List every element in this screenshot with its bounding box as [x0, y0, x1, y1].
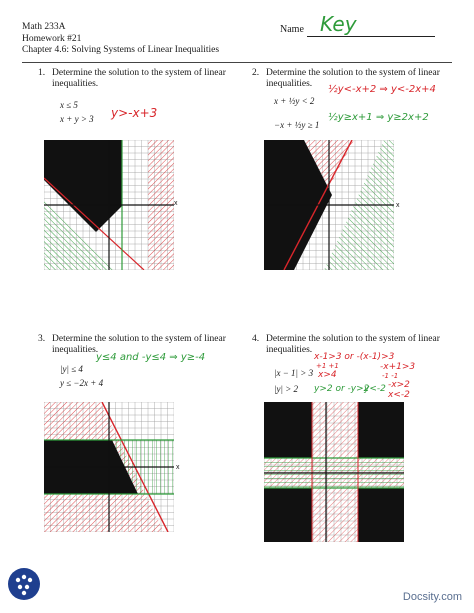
handwritten-note: ½y<-x+2 ⇒ y<-2x+4	[328, 84, 436, 95]
problem-prompt: Determine the solution to the system of linear inequalities.	[52, 68, 226, 89]
x-axis-label: x	[174, 200, 178, 207]
name-field	[280, 12, 450, 36]
inequality: −x + ½y ≥ 1	[274, 120, 320, 130]
problem-prompt: Determine the solution to the system of linear inequalities.	[266, 68, 440, 89]
graph-3	[44, 402, 180, 532]
header-rule	[22, 62, 452, 63]
x-axis-label: x	[176, 464, 180, 471]
inequality: |x − 1| > 3	[274, 368, 314, 378]
inequality: x + y > 3	[60, 114, 94, 124]
name-label: Name	[280, 24, 304, 35]
handwritten-note: y>-x+3	[111, 106, 158, 120]
inequality: y ≤ −2x + 4	[60, 378, 104, 388]
handwritten-note: x<-2	[388, 390, 410, 400]
inequality: |y| ≤ 4	[60, 364, 83, 374]
coordinate-grid	[264, 402, 404, 542]
handwritten-note: x-1>3 or -(x-1)>3	[314, 352, 395, 362]
watermark: Docsity.com	[402, 591, 462, 603]
handwritten-note: +1 +1	[316, 362, 339, 370]
problem-number: 2.	[252, 68, 260, 78]
x-axis-label: x	[396, 202, 400, 209]
inequality: |y| > 2	[274, 384, 299, 394]
problem-number: 4.	[252, 334, 260, 344]
docsity-logo-icon	[6, 566, 42, 607]
graph-1	[44, 140, 178, 270]
inequality: x + ½y < 2	[274, 96, 315, 106]
handwritten-note: y>2 or -y>2	[314, 384, 370, 394]
header-block	[22, 22, 219, 57]
coordinate-grid	[264, 140, 394, 270]
graph-4	[264, 402, 404, 542]
name-underline	[307, 36, 435, 37]
problem-number: 3.	[38, 334, 46, 344]
handwritten-note: -1 -1	[382, 372, 399, 380]
problem-number: 1.	[38, 68, 46, 78]
problem-prompt: Determine the solution to the system of linear inequalities.	[266, 334, 440, 355]
homework-title: Homework #21	[22, 33, 82, 44]
handwritten-note: -x>2	[388, 380, 410, 390]
course-title: Math 233A	[22, 22, 66, 32]
handwritten-note: -x+1>3	[380, 362, 416, 372]
coordinate-grid	[44, 402, 174, 532]
chapter-title: Chapter 4.6: Solving Systems of Linear Inequalities	[22, 45, 220, 55]
handwritten-note: y<-2	[364, 384, 386, 394]
graph-2	[264, 140, 400, 270]
problem-prompt: Determine the solution to the system of linear inequalities.	[52, 334, 226, 355]
handwritten-note: x>4	[318, 370, 337, 380]
handwritten-note: ½y≥x+1 ⇒ y≥2x+2	[328, 112, 429, 123]
coordinate-grid	[44, 140, 174, 270]
handwritten-note: y≤4 and -y≤4 ⇒ y≥-4	[96, 352, 206, 363]
name-value: Key	[320, 12, 357, 36]
inequality: x ≤ 5	[60, 100, 78, 110]
